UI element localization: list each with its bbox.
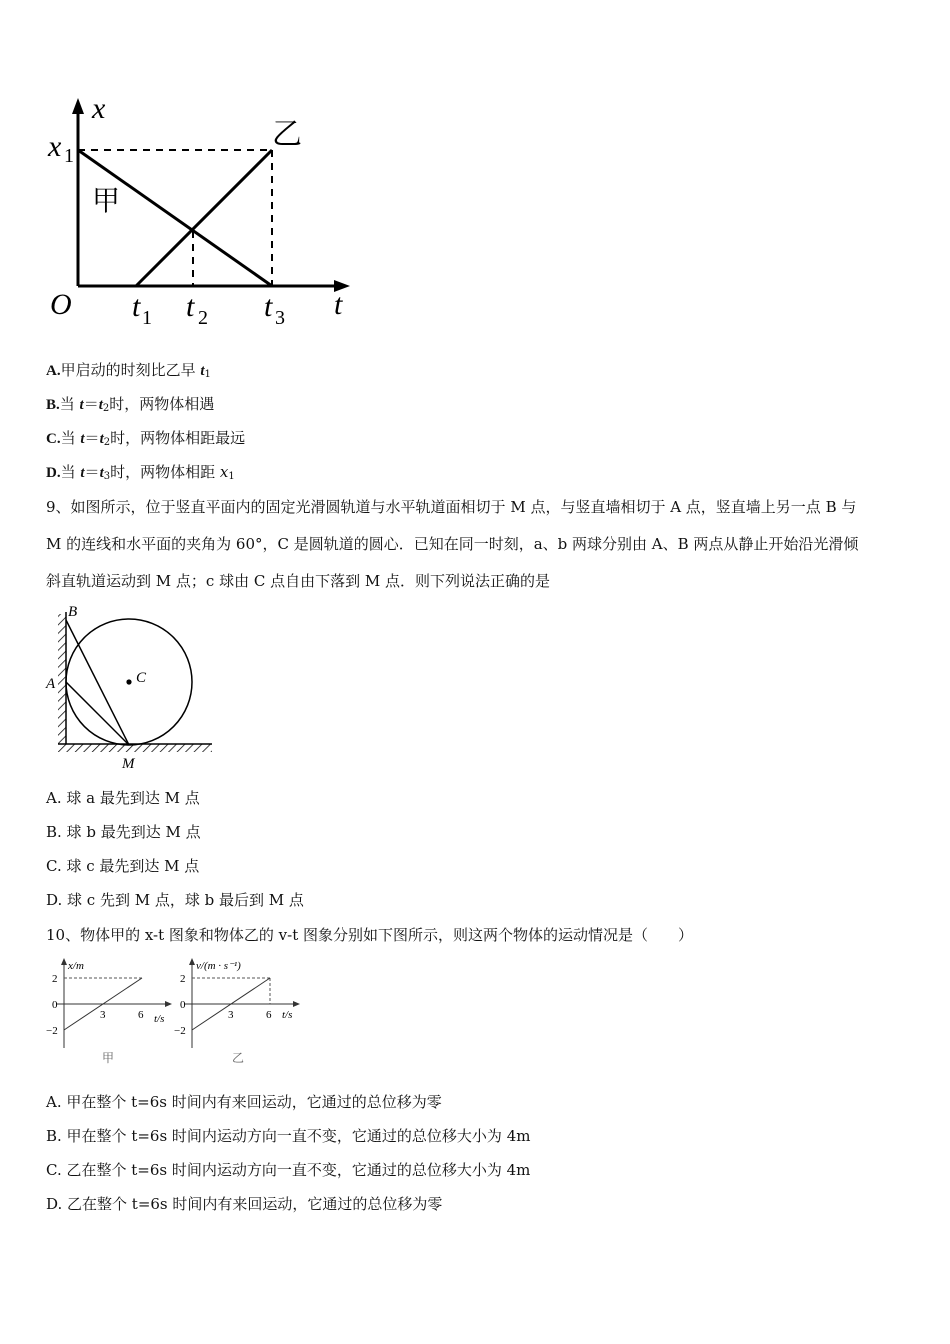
label-jia: 甲 <box>92 184 121 217</box>
jia-ylabel: x/m <box>68 960 84 972</box>
x1-label-sub: 1 <box>64 145 74 167</box>
wall-hatch <box>58 614 66 744</box>
t2-label: t <box>186 290 195 323</box>
q10-option-a: A. 甲在整个 t=6s 时间内有来回运动，它通过的总位移为零 <box>46 1093 442 1111</box>
yi-y-arrow <box>189 958 195 965</box>
q8-option-a: A.甲启动的时刻比乙早 $t_1$ <box>46 361 211 380</box>
x1-label: x <box>48 130 62 163</box>
yi-x-arrow <box>293 1001 300 1007</box>
track-bm <box>66 620 129 745</box>
jia-tick-y-2: 2 <box>52 973 58 985</box>
q8-xt-figure <box>40 90 360 330</box>
label-m: M <box>122 756 135 772</box>
t3-label: t <box>264 290 273 323</box>
yi-tick-y-0: 0 <box>180 999 186 1011</box>
label-c: C <box>136 670 147 686</box>
yi-tick-y-neg2: −2 <box>174 1025 186 1037</box>
q9-option-c: C. 球 c 最先到达 M 点 <box>46 857 200 875</box>
yi-tick-x-3: 3 <box>228 1009 234 1021</box>
q10-option-d: D. 乙在整个 t=6s 时间内有来回运动，它通过的总位移为零 <box>46 1195 443 1213</box>
jia-tick-x-3: 3 <box>100 1009 106 1021</box>
y-axis-label: x <box>92 92 106 125</box>
yi-xlabel: t/s <box>282 1009 293 1021</box>
q10-option-c: C. 乙在整个 t=6s 时间内运动方向一直不变，它通过的总位移大小为 4m <box>46 1161 531 1179</box>
origin-label: O <box>50 288 72 321</box>
q10-figure-jia <box>44 956 174 1068</box>
label-b: B <box>68 604 78 620</box>
jia-caption: 甲 <box>102 1051 115 1065</box>
line-jia <box>78 150 272 286</box>
q8-option-d: D.当 $t=t_3$时，两物体相距 $x_1$ <box>46 463 235 482</box>
t3-label-sub: 3 <box>275 307 285 329</box>
line-yi <box>136 150 272 286</box>
yi-tick-y-2: 2 <box>180 973 186 985</box>
t1-label: t <box>132 290 141 323</box>
jia-tick-x-6: 6 <box>138 1009 144 1021</box>
jia-x-arrow <box>165 1001 172 1007</box>
q9-option-b: B. 球 b 最先到达 M 点 <box>46 823 201 841</box>
q8-option-b: B.当 $t=t_2$时，两物体相遇 <box>46 395 215 414</box>
label-a: A <box>46 676 56 692</box>
track-am <box>66 682 129 745</box>
q10-figure-yi <box>172 956 312 1068</box>
jia-tick-y-0: 0 <box>52 999 58 1011</box>
q10-stem: 10、物体甲的 x-t 图象和物体乙的 v-t 图象分别如下图所示，则这两个物体的运动情况是（ ） <box>46 926 694 944</box>
q9-stem-line2: M 的连线和水平面的夹角为 60°，C 是圆轨道的圆心．已知在同一时刻，a、b 两球分别由 A、B 两点从静止开始沿光滑倾 <box>46 535 859 553</box>
yi-caption: 乙 <box>232 1051 245 1065</box>
y-axis-arrow <box>72 98 84 114</box>
jia-xlabel: t/s <box>154 1013 165 1025</box>
center-point <box>126 679 131 684</box>
q8-option-c: C.当 $t=t_2$时，两物体相距最远 <box>46 429 246 448</box>
t2-label-sub: 2 <box>198 307 208 329</box>
q9-circle-figure <box>40 600 220 776</box>
q9-option-a: A. 球 a 最先到达 M 点 <box>46 789 200 807</box>
t1-label-sub: 1 <box>142 307 152 329</box>
jia-tick-y-neg2: −2 <box>46 1025 58 1037</box>
jia-y-arrow <box>61 958 67 965</box>
q9-stem-line1: 9、如图所示，位于竖直平面内的固定光滑圆轨道与水平轨道面相切于 M 点，与竖直墙相切于 A 点，竖直墙上另一点 B 与 <box>46 498 857 516</box>
yi-tick-x-6: 6 <box>266 1009 272 1021</box>
x-axis-label: t <box>334 288 343 321</box>
q10-option-b: B. 甲在整个 t=6s 时间内运动方向一直不变，它通过的总位移大小为 4m <box>46 1127 531 1145</box>
q9-stem-line3: 斜直轨道运动到 M 点；c 球由 C 点自由下落到 M 点．则下列说法正确的是 <box>46 572 550 590</box>
label-yi: 乙 <box>272 117 302 152</box>
yi-ylabel: v/(m · s⁻¹) <box>196 960 241 972</box>
q9-option-d: D. 球 c 先到 M 点，球 b 最后到 M 点 <box>46 891 304 909</box>
